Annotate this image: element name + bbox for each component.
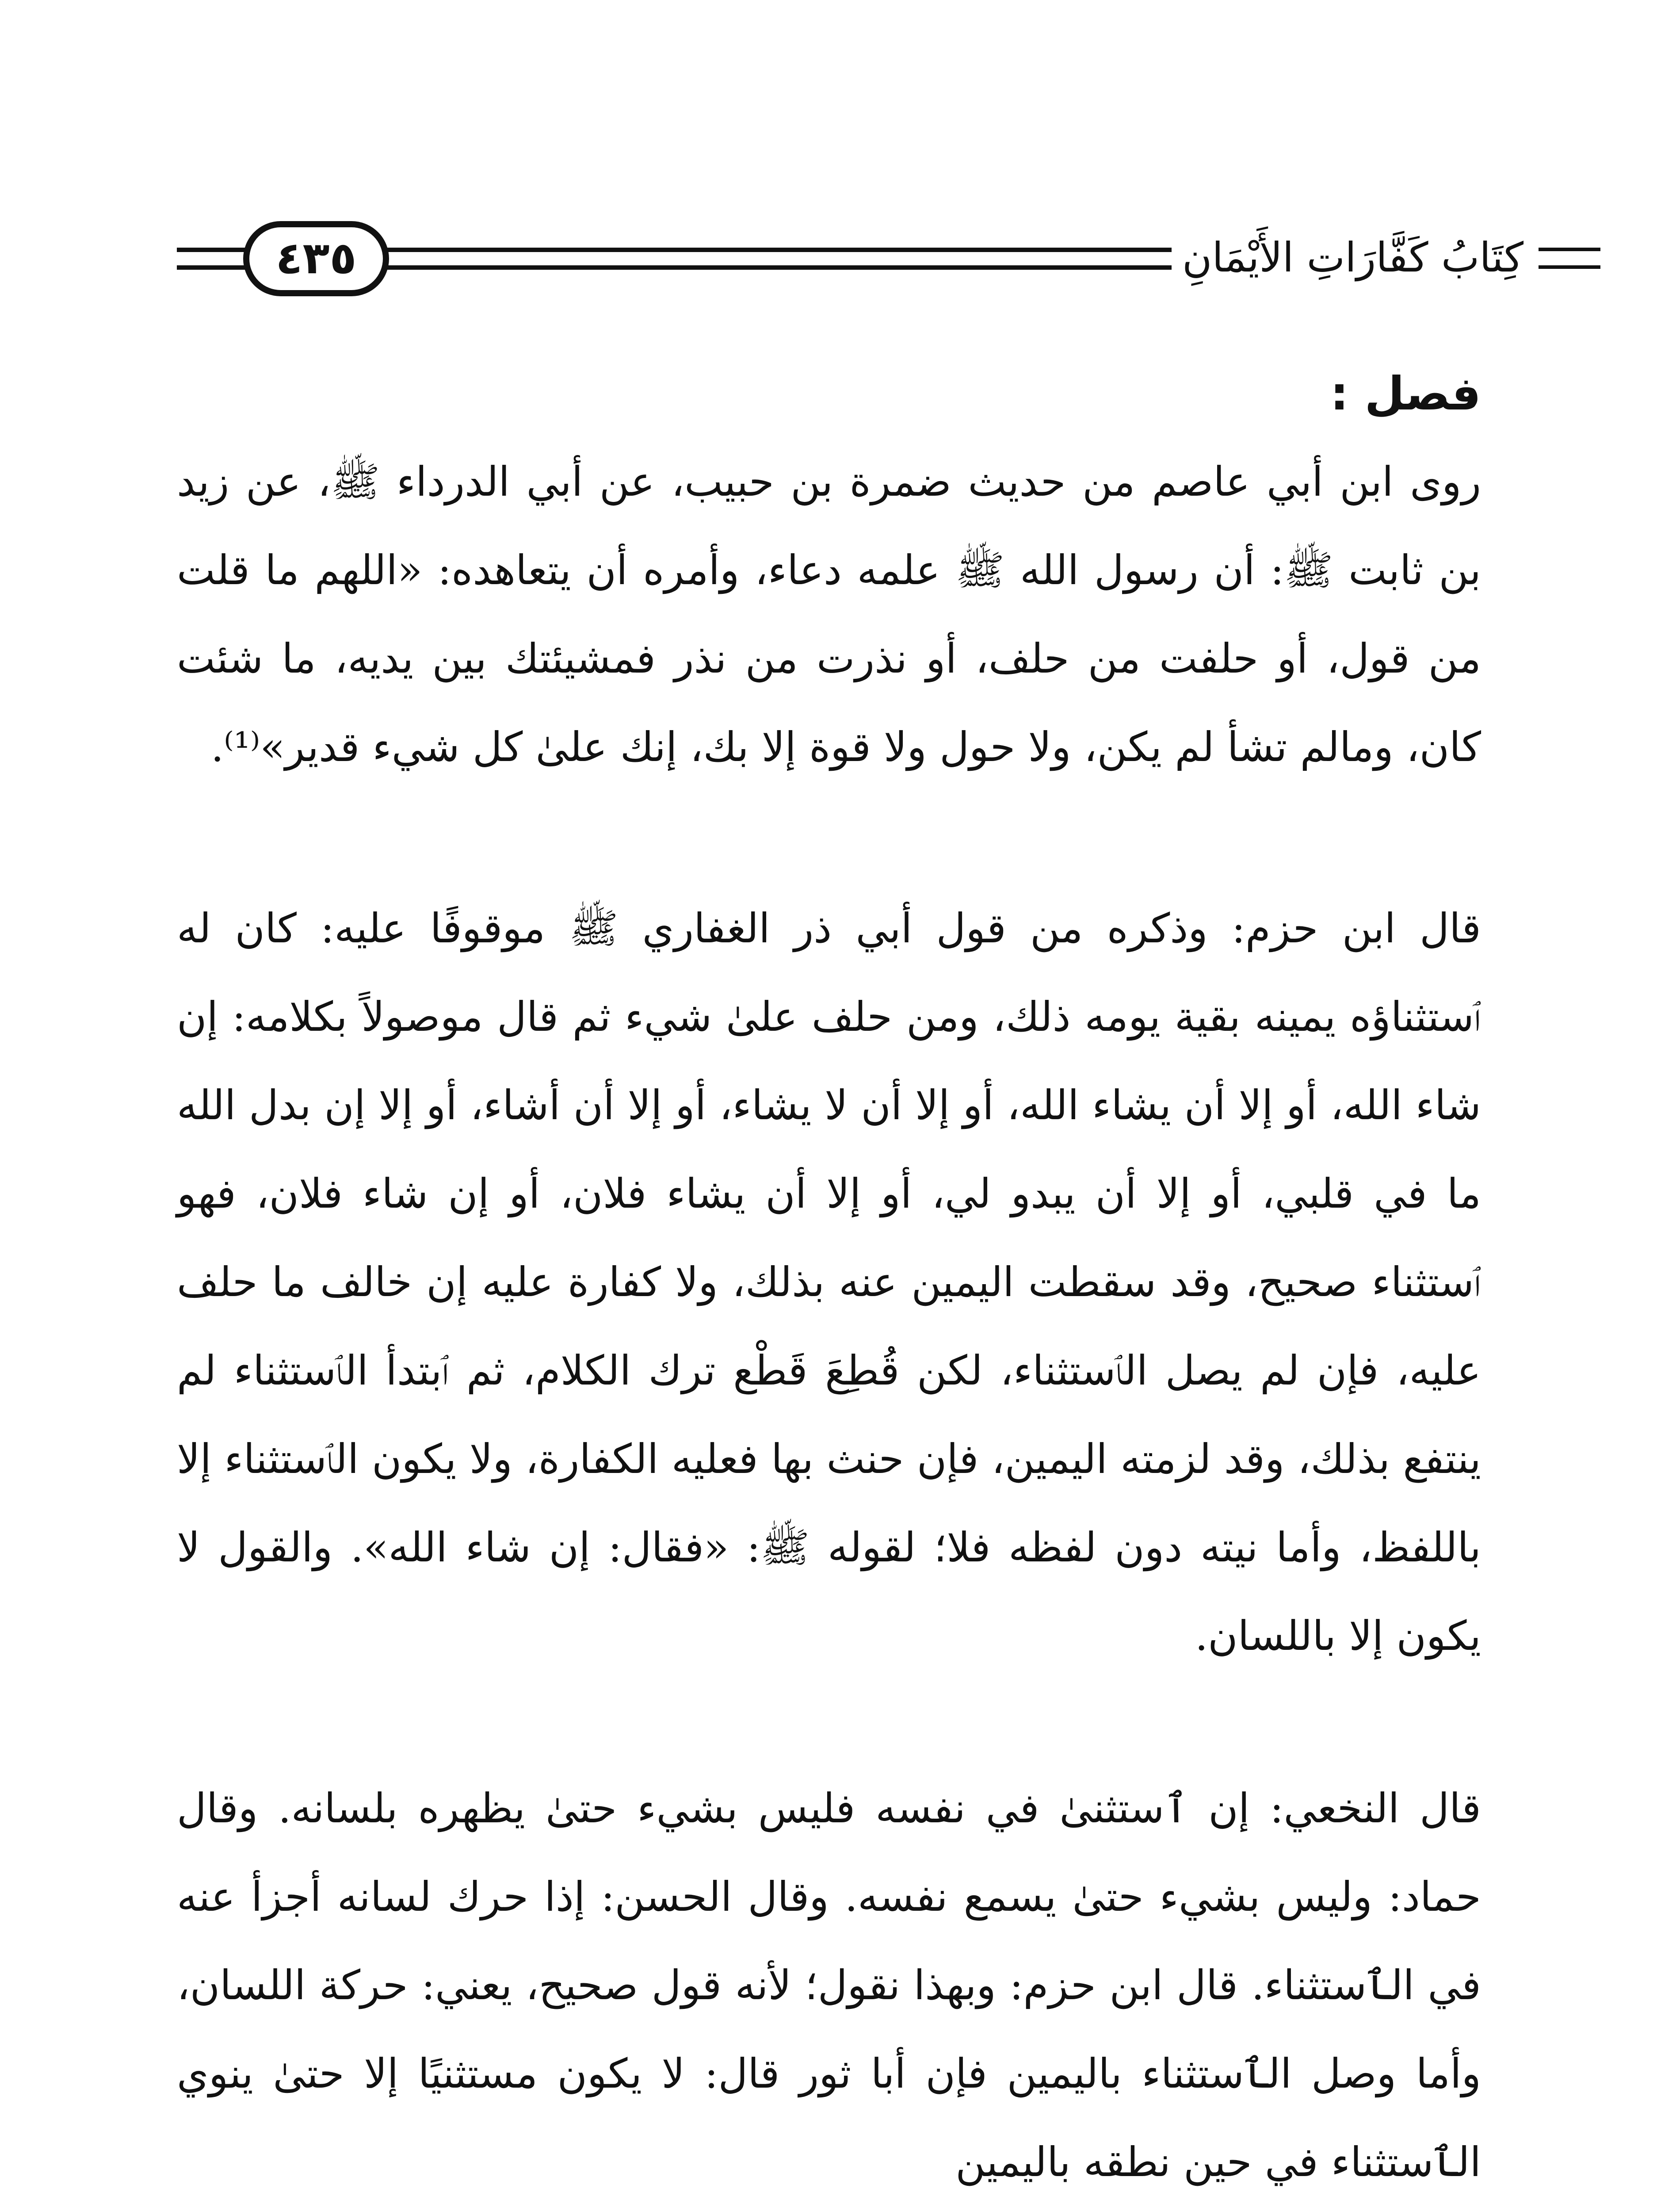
paragraph-2: قال ابن حزم: وذكره من قول أبي ذر الغفاري ﷺ موقوفًا عليه: كان له ٱستثناؤه يمينه بقية يومه ذلك، ومن حلف علىٰ شيء ثم قال موصولاً بكلامه: إن شاء الله، أو إلا أن يشاء الله، أو إلا أن لا يشاء، أو إلا أن أشاء، أو إلا إن بدل الله ما في قلبي، أو إلا أن يبدو لي، أو إلا أن يشاء فلان، أو إن شاء فلان، فهو ٱستثناء صحيح، وقد سقطت اليمين عنه بذلك، ولا كفارة عليه إن خالف ما حلف عليه، فإن لم يصل الٱستثناء، لكن قُطِعَ قَطْع ترك الكلام، ثم ٱبتدأ الٱستثناء لم ينتفع بذلك، وقد لزمته اليمين، فإن حنث بها فعليه الكفارة، ولا يكون الٱستثناء إلا باللفظ، وأما نيته دون لفظه فلا؛ لقوله ﷺ: «فقال: إن شاء الله». والقول لا يكون إلا باللسان. [177, 905, 1481, 1660]
paragraph-1: روى ابن أبي عاصم من حديث ضمرة بن حبيب، عن أبي الدرداء ﷺ، عن زيد بن ثابت ﷺ: أن رسول الله ﷺ علمه دعاء، وأمره أن يتعاهده: «اللهم ما قلت من قول، أو حلفت من حلف، أو نذرت من نذر فمشيئتك بين يديه، ما شئت كان، ومالم تشأ لم يكن، ولا حول ولا قوة إلا بك، إنك علىٰ كل شيء قدير»⁽¹⁾. [177, 458, 1481, 771]
header-rule-mid-bottom [385, 265, 1172, 270]
header-rule-mid-top [385, 248, 1172, 252]
section-heading: فصل : [1330, 367, 1481, 421]
header-rule-right-bottom [1539, 265, 1600, 269]
page-number: ٤٣٥ [243, 221, 389, 296]
header-rule-left-bottom [177, 265, 248, 270]
header-rule-left-top [177, 248, 248, 252]
book-title: كِتَابُ كَفَّارَاتِ الأَيْمَانِ [1182, 234, 1524, 281]
running-header [177, 221, 1524, 301]
header-rule-right-top [1539, 248, 1600, 251]
paragraph-3: قال النخعي: إن ٱستثنىٰ في نفسه فليس بشيء حتىٰ يظهره بلسانه. وقال حماد: وليس بشيء حتىٰ يسمع نفسه. وقال الحسن: إذا حرك لسانه أجزأ عنه في الٱستثناء. قال ابن حزم: وبهذا نقول؛ لأنه قول صحيح، يعني: حركة اللسان، وأما وصل الٱستثناء باليمين فإن أبا ثور قال: لا يكون مستثنيًا إلا حتىٰ ينوي الٱستثناء في حين نطقه باليمين [177, 1785, 1481, 2186]
